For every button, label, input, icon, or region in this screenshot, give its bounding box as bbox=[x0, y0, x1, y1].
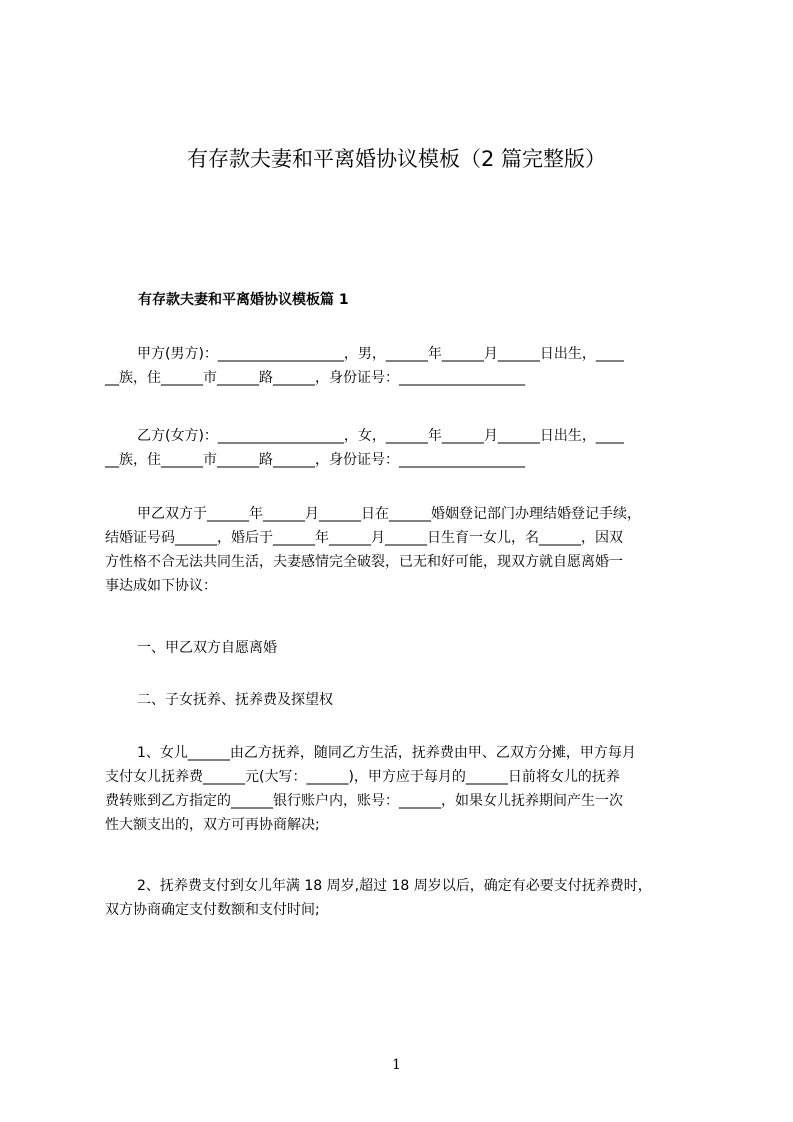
paragraph-line: 2、抚养费支付到女儿年满 18 周岁,超过 18 周岁以后，确定有必要支付抚养费时， bbox=[137, 878, 652, 894]
page-number: 1 bbox=[392, 1057, 401, 1073]
clause-two-heading bbox=[105, 688, 720, 712]
paragraph-line: 甲乙双方于______年______月______日在______婚姻登记部门办理结婚登记手续， bbox=[137, 506, 641, 522]
clause-one-heading bbox=[105, 636, 720, 660]
paragraph-line: 费转账到乙方指定的______银行账户内，账号：______，如果女儿抚养期间产生一次 bbox=[105, 793, 623, 809]
child-support-clause-1 bbox=[105, 741, 720, 837]
paragraph-line: 乙方(女方)：__________________，女，______年______月______日出生，____ bbox=[137, 428, 624, 444]
paragraph-line: 性大额支出的，双方可再协商解决; bbox=[105, 817, 320, 833]
paragraph-line: 结婚证号码______，婚后于______年______月______日生育一女儿，名______，因双 bbox=[105, 530, 623, 546]
paragraph-line: 1、女儿______由乙方抚养，随同乙方生活，抚养费由甲、乙双方分摊，甲方每月 bbox=[137, 745, 636, 761]
section-heading: 有存款夫妻和平离婚协议模板篇 1 bbox=[138, 292, 349, 308]
document-title: 有存款夫妻和平离婚协议模板（2 篇完整版） bbox=[186, 147, 607, 171]
paragraph-line: 支付女儿抚养费______元(大写：______)，甲方应于每月的______日前将女儿的抚养 bbox=[105, 769, 620, 785]
party-b-paragraph bbox=[105, 424, 720, 472]
paragraph-line: 方性格不合无法共同生活，夫妻感情完全破裂，已无和好可能，现双方就自愿离婚一 bbox=[105, 554, 623, 570]
paragraph-line: 一、甲乙双方自愿离婚 bbox=[137, 640, 277, 656]
child-support-clause-2 bbox=[105, 874, 720, 922]
paragraph-line: 二、子女抚养、抚养费及探望权 bbox=[137, 692, 333, 708]
marriage-background-paragraph bbox=[105, 502, 720, 598]
paragraph-line: __族，住______市______路______，身份证号：__________________ bbox=[105, 452, 525, 468]
paragraph-line: __族，住______市______路______，身份证号：__________________ bbox=[105, 370, 525, 386]
paragraph-line: 双方协商确定支付数额和支付时间; bbox=[105, 902, 320, 918]
paragraph-line: 事达成如下协议： bbox=[105, 578, 217, 594]
party-a-paragraph bbox=[105, 342, 720, 390]
paragraph-line: 甲方(男方)：__________________，男，______年______月______日出生，____ bbox=[137, 346, 624, 362]
